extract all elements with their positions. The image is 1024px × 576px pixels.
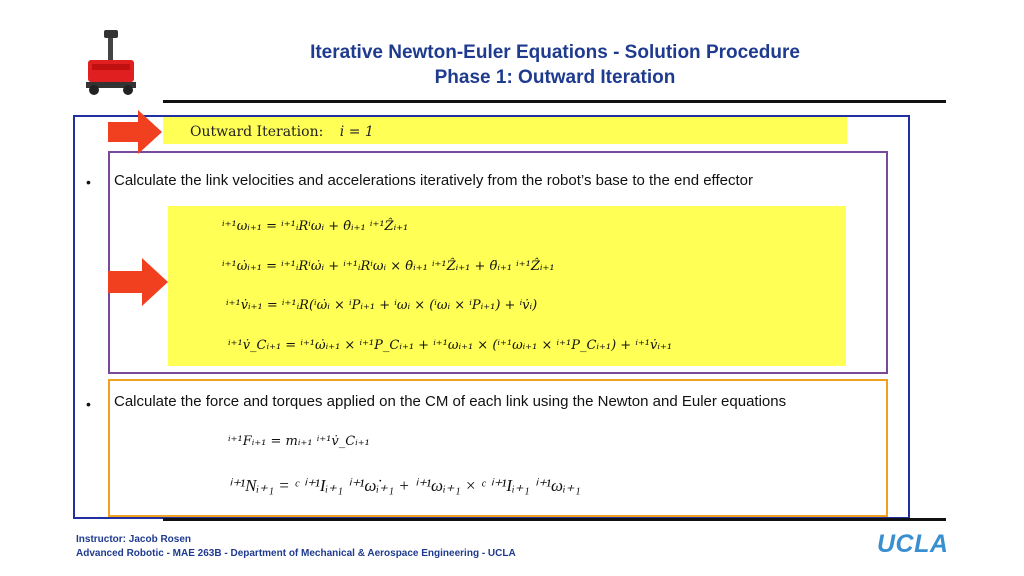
header-rule — [163, 100, 946, 103]
vc-dot-equation: ⁱ⁺¹v̇_Cᵢ₊₁ = ⁱ⁺¹ω̇ᵢ₊₁ × ⁱ⁺¹P_Cᵢ₊₁ + ⁱ⁺¹ωᵢ₊₁ × (ⁱ⁺¹ωᵢ₊₁ × ⁱ⁺¹P_Cᵢ₊₁) + ⁱ⁺¹v̇ᵢ₊₁ — [228, 338, 673, 353]
bullet-text: Calculate the link velocities and accelerations iteratively from the robot’s base to the end effector — [114, 172, 753, 189]
page-subtitle: Phase 1: Outward Iteration — [434, 67, 676, 88]
right-arrow-icon — [108, 110, 162, 154]
robot-illustration — [82, 28, 140, 98]
bullet-text: Calculate the force and torques applied on the CM of each link using the Newton and Euler equations — [114, 393, 787, 410]
footer-course: Advanced Robotic - MAE 263B - Department of Mechanical & Aerospace Engineering - UCLA — [76, 548, 516, 559]
force-equation: ⁱ⁺¹Fᵢ₊₁ = mᵢ₊₁ ⁱ⁺¹v̇_Cᵢ₊₁ — [228, 434, 370, 449]
banner-label-text: Outward Iteration: — [190, 124, 324, 140]
footer-instructor: Instructor: Jacob Rosen — [76, 534, 192, 545]
v-dot-equation: ⁱ⁺¹v̇ᵢ₊₁ = ⁱ⁺¹ᵢR(ⁱω̇ᵢ × ⁱPᵢ₊₁ + ⁱωᵢ × (ⁱωᵢ × ⁱPᵢ₊₁) + ⁱv̇ᵢ) — [226, 298, 538, 313]
banner-equation: i = 1 — [339, 124, 374, 140]
bullet-marker: • — [86, 396, 91, 412]
right-arrow-icon — [108, 258, 168, 306]
footer-rule — [163, 518, 946, 521]
banner-label — [190, 124, 374, 140]
page-title: Iterative Newton-Euler Equations - Solution Procedure — [310, 42, 800, 63]
omega-equation: ⁱ⁺¹ωᵢ₊₁ = ⁱ⁺¹ᵢRⁱωᵢ + θ̇ᵢ₊₁ ⁱ⁺¹Ẑᵢ₊₁ — [222, 219, 409, 234]
ucla-logo: UCLA — [877, 530, 949, 558]
bullet-marker: • — [86, 174, 91, 190]
torque-equation: ⁱ⁺¹Nᵢ₊₁ = ᶜ ⁱ⁺¹Iᵢ₊₁ ⁱ⁺¹ω̇ᵢ₊₁ + ⁱ⁺¹ωᵢ₊₁ × ᶜ ⁱ⁺¹Iᵢ₊₁ ⁱ⁺¹ωᵢ₊₁ — [228, 476, 581, 495]
omega-dot-equation: ⁱ⁺¹ω̇ᵢ₊₁ = ⁱ⁺¹ᵢRⁱω̇ᵢ + ⁱ⁺¹ᵢRⁱωᵢ × θ̇ᵢ₊₁ ⁱ⁺¹Ẑᵢ₊₁ + θ̈ᵢ₊₁ ⁱ⁺¹Ẑᵢ₊₁ — [222, 259, 555, 274]
